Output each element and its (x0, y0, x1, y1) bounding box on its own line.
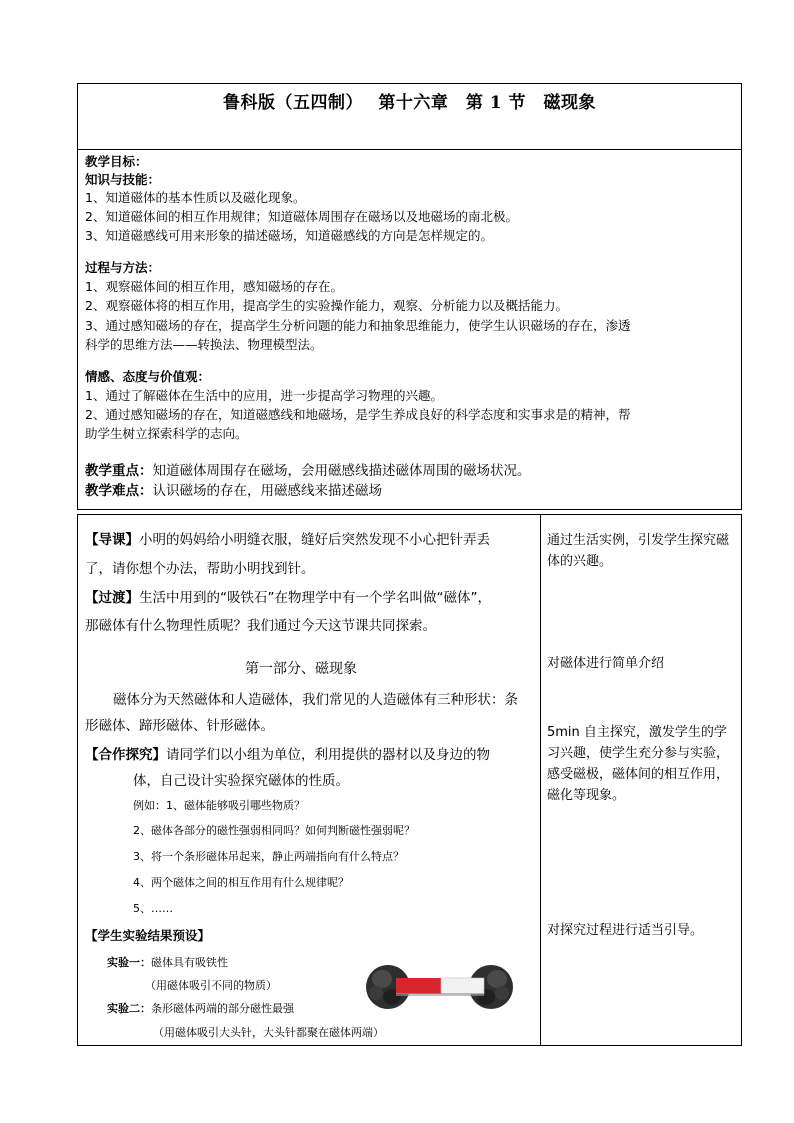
coop-text: 请同学们以小组为单位，利用提供的器材以及身边的物 (166, 747, 490, 763)
transition-text: 生活中用到的“吸铁石”在物理学中有一个学名叫做“磁体”， (139, 590, 491, 606)
exp2-label: 实验二： (107, 1002, 151, 1015)
emotion-heading: 情感、态度与价值观： (85, 369, 211, 384)
difficult-point (85, 482, 382, 500)
emotion-item: 2、通过感知磁场的存在，知道磁感线和地磁场，是学生养成良好的科学态度和实事求是的精神，帮 (85, 407, 631, 422)
question-item: 例如：1、磁体能够吸引哪些物质？ (133, 799, 305, 812)
knowledge-item: 1、知道磁体的基本性质以及磁化现象。 (85, 190, 306, 205)
question-item: 3、将一个条形磁体吊起来，静止两端指向有什么特点？ (133, 850, 404, 863)
bar-magnet-image (364, 957, 514, 1017)
section-title: 第一部分、磁现象 (245, 661, 357, 677)
question-item: 2、磁体各部分的磁性强弱相同吗？如何判断磁性强弱呢？ (133, 824, 415, 837)
key-point (85, 462, 531, 480)
magnet-red-pole (396, 978, 441, 994)
process-item: 科学的思维方法——转换法、物理模型法。 (85, 337, 323, 352)
intro-text: 小明的妈妈给小明缝衣服，缝好后突然发现不小心把针弄丢 (139, 532, 490, 548)
exp1-text: 磁体具有吸铁性 (151, 956, 228, 969)
exp2-note: （用磁体吸引大头针，大头针都聚在磁体两端） (153, 1026, 384, 1039)
magnet-white-pole (441, 978, 484, 994)
key-point-label: 教学重点： (85, 463, 153, 479)
question-item: 5、…… (133, 902, 173, 915)
emotion-item: 助学生树立探索科学的志向。 (85, 426, 248, 441)
exp2-text: 条形磁体两端的部分磁性最强 (151, 1002, 294, 1015)
coop-text-cont: 体，自己设计实验探究磁体的性质。 (133, 773, 349, 789)
column-divider (540, 514, 541, 1046)
intro-tag: 【导课】 (85, 532, 139, 548)
transition-tag: 【过渡】 (85, 590, 139, 606)
process-item: 2、观察磁体将的相互作用，提高学生的实验操作能力，观察、分析能力以及概括能力。 (85, 298, 568, 313)
exp1-note: （用磁体吸引不同的物质） (145, 979, 277, 992)
key-point-text: 知道磁体周围存在磁场，会用磁感线描述磁体周围的磁场状况。 (152, 463, 531, 479)
intro-text-cont: 了，请你想个办法，帮助小明找到针。 (85, 561, 315, 577)
process-heading: 过程与方法： (85, 260, 161, 275)
difficult-text: 认识磁场的存在，用磁感线来描述磁场 (152, 483, 382, 499)
page-title: 鲁科版（五四制） 第十六章 第 1 节 磁现象 (222, 93, 597, 113)
knowledge-item: 3、知道磁感线可用来形象的描述磁场，知道磁感线的方向是怎样规定的。 (85, 228, 493, 243)
note-2: 对磁体进行简单介绍 (547, 656, 665, 671)
intro-line (85, 528, 490, 548)
experiment-1 (107, 954, 228, 970)
process-item: 1、观察磁体间的相互作用，感知磁场的存在。 (85, 279, 343, 294)
objectives-heading: 教学目标： (85, 154, 148, 169)
results-tag: 【学生实验结果预设】 (85, 928, 211, 943)
coop-line (85, 743, 490, 763)
experiment-2 (107, 1000, 294, 1016)
transition-text-cont: 那磁体有什么物理性质呢？我们通过今天这节课共同探索。 (85, 618, 436, 634)
note-3: 5min 自主探究，激发学生的学习兴趣，使学生充分参与实验，感受磁极，磁体间的相互作用，磁化等现象。 (547, 725, 730, 803)
process-item: 3、通过感知磁场的存在，提高学生分析问题的能力和抽象思维能力，使学生认识磁场的存在，渗透 (85, 318, 631, 333)
intro-paragraph: 磁体分为天然磁体和人造磁体，我们常见的人造磁体有三种形状：条 (113, 692, 518, 708)
difficult-label: 教学难点： (85, 483, 153, 499)
coop-tag: 【合作探究】 (85, 747, 166, 763)
intro-paragraph-cont: 形磁体、蹄形磁体、针形磁体。 (85, 718, 274, 734)
note-1: 通过生活实例，引发学生探究磁体的兴趣。 (547, 533, 730, 569)
emotion-item: 1、通过了解磁体在生活中的应用，进一步提高学习物理的兴趣。 (85, 388, 443, 403)
exp1-label: 实验一： (107, 956, 151, 969)
knowledge-heading: 知识与技能： (85, 172, 161, 187)
note-4: 对探究过程进行适当引导。 (547, 923, 704, 938)
question-item: 4、两个磁体之间的相互作用有什么规律呢？ (133, 876, 349, 889)
transition-line (85, 586, 491, 606)
knowledge-item: 2、知道磁体间的相互作用规律；知道磁体周围存在磁场以及地磁场的南北极。 (85, 209, 518, 224)
